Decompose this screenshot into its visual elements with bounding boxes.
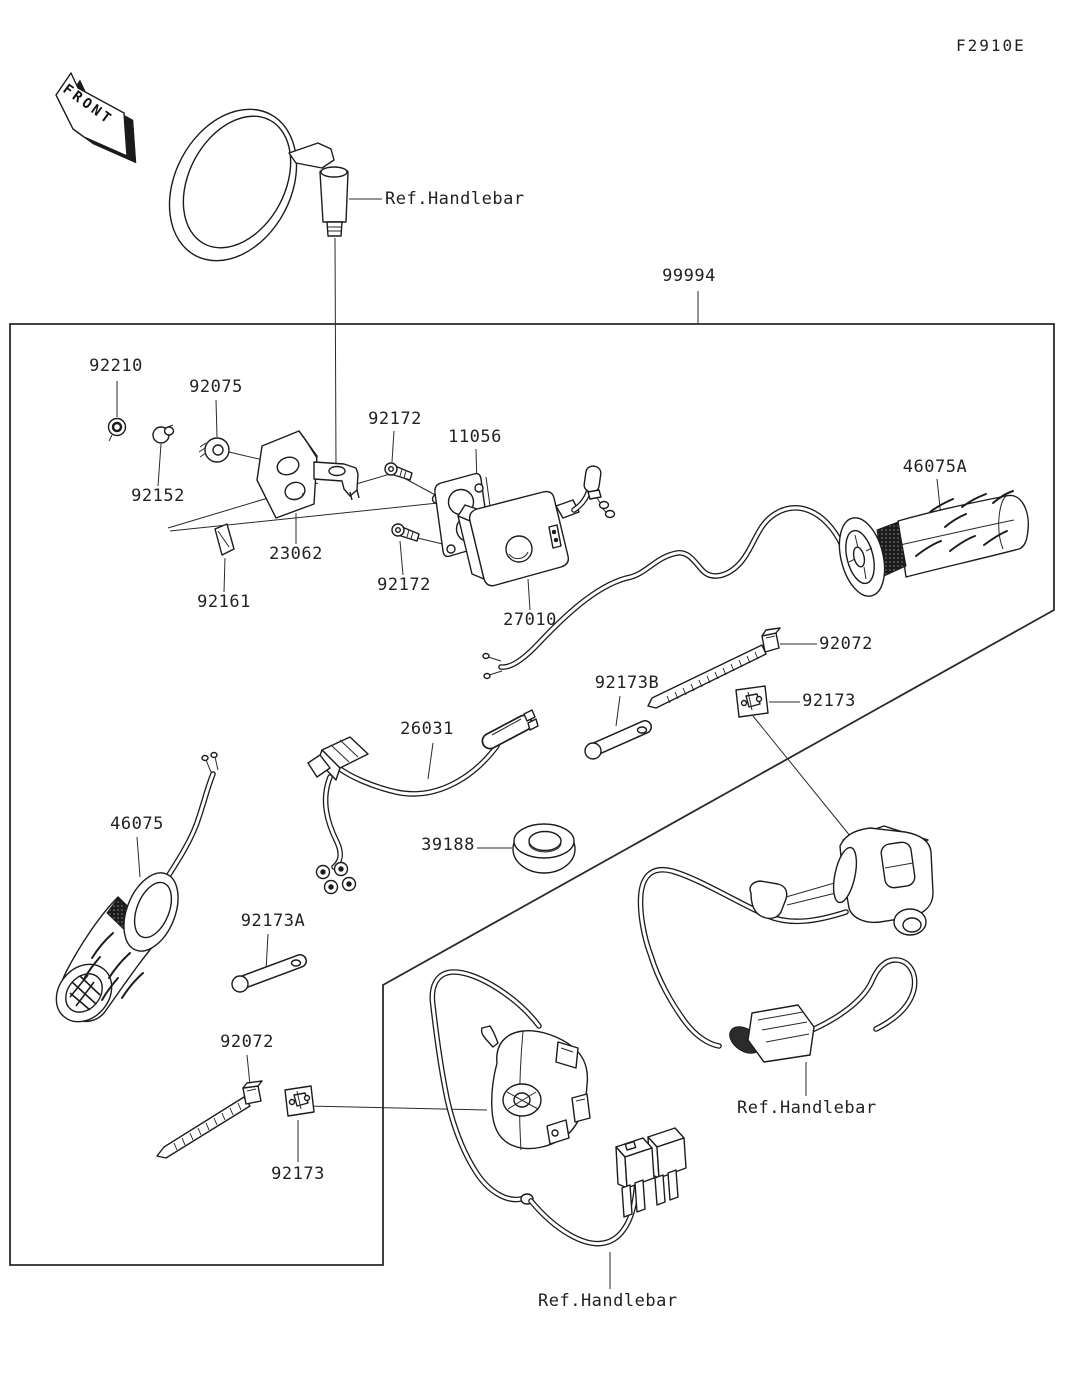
part-label-26031: 26031 <box>400 719 454 739</box>
part-label-46075: 46075 <box>110 814 164 834</box>
screw-92172-upper-drawing <box>385 463 412 480</box>
part-label-92172-lower: 92172 <box>377 575 431 595</box>
clamp-bottom-drawing <box>285 1086 314 1116</box>
rivet-92152-drawing <box>153 425 174 443</box>
part-label-92172-upper: 92172 <box>368 409 422 429</box>
ref-handlebar-top-label: Ref.Handlebar <box>385 189 525 209</box>
strap-92173b-drawing <box>585 727 647 759</box>
part-label-92152: 92152 <box>131 486 185 506</box>
figure-code: F2910E <box>956 36 1026 55</box>
ring-39188-drawing <box>513 824 575 873</box>
part-label-92210: 92210 <box>89 356 143 376</box>
grip-heater-left-drawing <box>45 753 218 1033</box>
ref-handlebar-right-label: Ref.Handlebar <box>737 1098 877 1118</box>
part-label-23062: 23062 <box>269 544 323 564</box>
part-label-92072-right: 92072 <box>819 634 873 654</box>
nut-92210-drawing <box>109 419 126 442</box>
part-label-92072-left: 92072 <box>220 1032 274 1052</box>
bracket-23062-drawing <box>257 431 359 518</box>
part-label-92173b: 92173B <box>594 673 660 693</box>
cable-tie-left-drawing <box>157 1081 262 1158</box>
part-label-39188: 39188 <box>421 835 475 855</box>
kit-label-99994: 99994 <box>662 266 716 286</box>
part-label-92161: 92161 <box>197 592 251 612</box>
key-92161-drawing <box>215 524 234 555</box>
front-arrow <box>56 73 136 163</box>
clamp-right-drawing <box>736 686 768 717</box>
front-arrow-label: FRONT <box>59 81 117 129</box>
part-label-92173-bottom: 92173 <box>271 1164 325 1184</box>
ref-handlebar-bottom-label: Ref.Handlebar <box>538 1291 678 1311</box>
grommet-92075-drawing <box>199 438 229 462</box>
part-label-11056: 11056 <box>448 427 502 447</box>
mirror-drawing <box>144 87 348 283</box>
part-label-46075a: 46075A <box>902 457 968 477</box>
part-label-27010: 27010 <box>503 610 557 630</box>
part-label-92173-right: 92173 <box>802 691 856 711</box>
part-label-92173a: 92173A <box>240 911 306 931</box>
part-label-92075: 92075 <box>189 377 243 397</box>
switch-assembly-bottom-drawing <box>432 972 686 1244</box>
switch-assembly-right-drawing <box>641 826 933 1062</box>
screw-92172-lower-drawing <box>392 524 419 541</box>
